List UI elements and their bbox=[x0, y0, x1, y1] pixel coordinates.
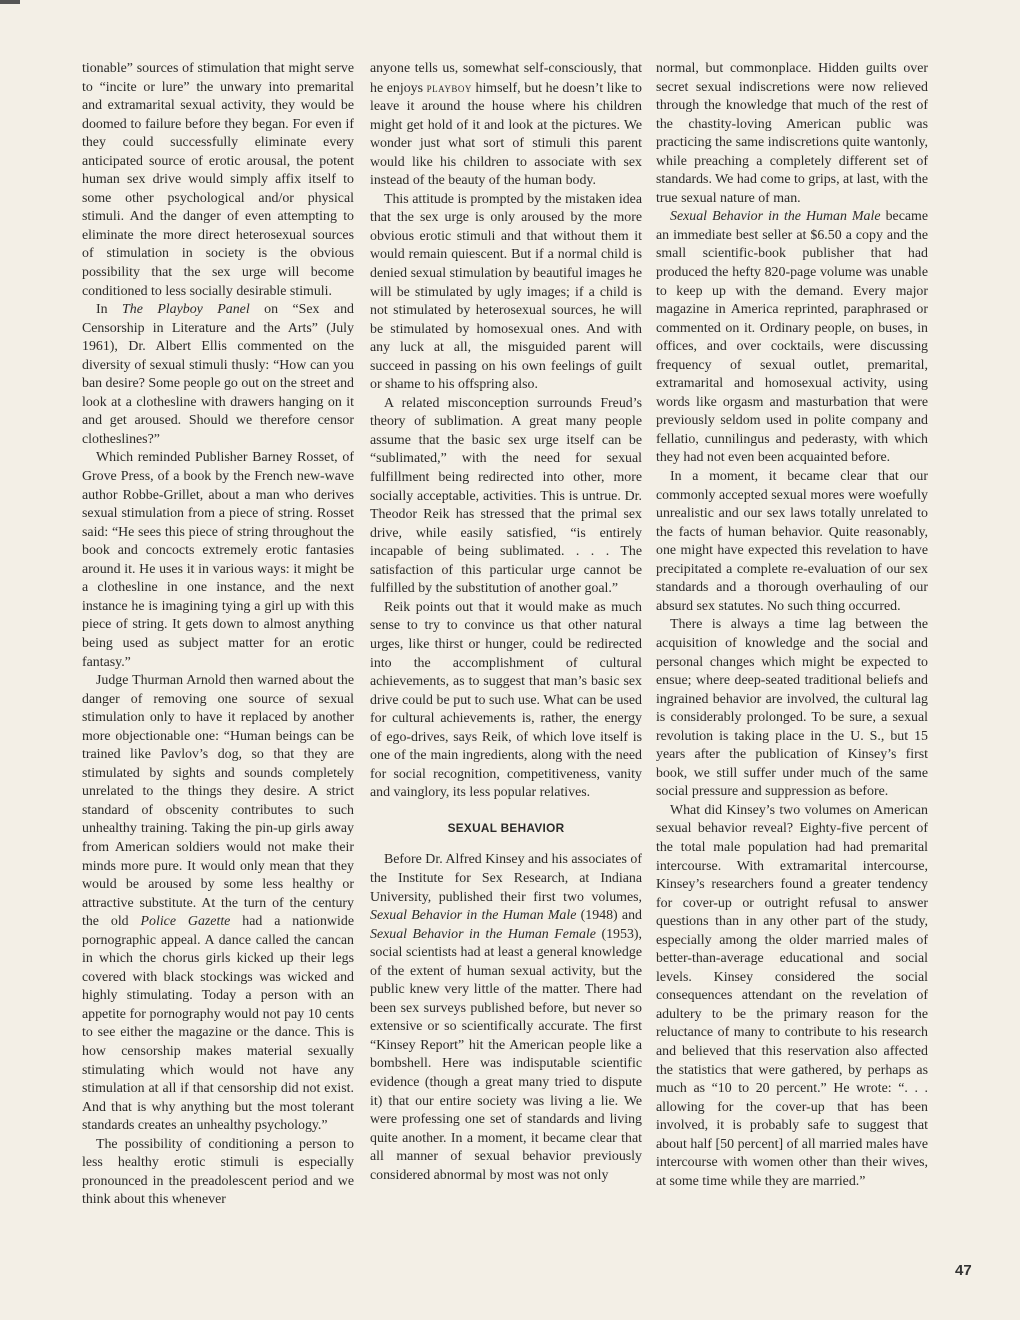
text-segment: (1948) and bbox=[576, 908, 642, 924]
section-heading: SEXUAL BEHAVIOR bbox=[447, 820, 565, 835]
text-segment: on “Sex and Censorship in Literature and the Arts” (July 1961), Dr. Albert Ellis commented on the diversity of sexual stimuli thusly: “How can you ban desire? Some people go out on the street and look at a clothesline with drawers hanging on it and get aroused. Should we therefore censor clotheslines?” bbox=[82, 302, 354, 447]
paragraph bbox=[82, 1136, 354, 1210]
text-segment: himself, but he doesn’t like to leave it around the house where his children might get hold of it and look at the pictures. We wonder just what sort of stimuli this parent would like his children to associate with sex instead of the beauty of the human body. bbox=[370, 80, 642, 189]
text-segment: The possibility of conditioning a person to less healthy erotic stimuli is especially pronounced in the preadolescent period and we think about this whenever bbox=[82, 1136, 354, 1208]
text-segment: anyone tells us, somewhat self-consciously, that he enjoys bbox=[370, 61, 642, 96]
text-segment: normal, but commonplace. Hidden guilts over secret sexual indiscretions were now relieved through the knowledge that much of the rest of the chastity-loving American public was practicing the same indiscretions quite wantonly, while preaching a completely different set of standards. We had come to grips, at last, with the true sexual nature of man. bbox=[656, 61, 928, 206]
paragraph bbox=[82, 449, 354, 672]
page-number: 47 bbox=[955, 1262, 972, 1279]
column-1 bbox=[82, 60, 354, 1210]
text-segment: Before Dr. Alfred Kinsey and his associates of the Institute for Sex Research, at Indiana University, published their first two volumes, bbox=[370, 852, 642, 905]
italic-text: Sexual Behavior in the Human Male bbox=[370, 908, 577, 924]
paragraph bbox=[656, 616, 928, 801]
italic-text: Police Gazette bbox=[140, 914, 231, 930]
paragraph bbox=[370, 395, 642, 599]
italic-text: The Playboy Panel bbox=[122, 302, 250, 318]
text-segment: Reik points out that it would make as much sense to try to convince us that other natural urges, like thirst or hunger, could be redirected into the accomplishment of cultural achievements, as to suggest that man’s basic sex drive could be put to such use. What can be used for cultural achievements is, rather, the energy of ego-drives, says Reik, of which love itself is one of the main ingredients, along with the need for social recognition, competitiveness, vanity and vainglory, its less popular relatives. bbox=[370, 599, 642, 801]
paragraph bbox=[370, 191, 642, 395]
paragraph bbox=[82, 301, 354, 449]
text-segment: became an immediate best seller at $6.50 a copy and the small scientific-book publisher that had produced the hefty 820-page volume was unable to keep up with the demand. Every major magazine in America reprinted, paraphrased or commented on it. Ordinary people, on buses, in offices, and over cocktails, were discussing frequency of sexual outlet, premarital, extramarital and homosexual activity, using words like orgasm and masturbation that were previously seldom used in polite company and fellatio, cunnilingus and pederasty, with which they had not even been acquainted before. bbox=[656, 209, 928, 466]
paragraph bbox=[656, 208, 928, 468]
corner-mark bbox=[0, 0, 20, 4]
paragraph bbox=[370, 60, 642, 191]
small-caps-text: playboy bbox=[426, 80, 472, 95]
paragraph bbox=[370, 599, 642, 803]
text-segment: Judge Thurman Arnold then warned about the danger of removing one source of sexual stimulation only to have it replaced by another more objectionable one: “Human beings can be trained like Pavlov’s dog, so that they are stimulated by sights and sounds completely unrelated to the things they desire. A strict standard of obscenity contributes to such unhealthy training. Taking the pin-up girls away from American soldiers would not make their minds more pure. It would only mean that they would be aroused by some less healthy or attractive substitute. At the turn of the century the old bbox=[82, 673, 354, 930]
text-segment: (1953), social scientists had at least a general knowledge of the extent of human sexual activity, but the public knew very little of the matter. There had been sex surveys published before, but never so extensive or so scientifically accurate. The first “Kinsey Report” hit the American people like a bombshell. Here was indisputable scientific evidence (though a great many tried to dispute it) that our entire society was living a lie. We were professing one set of standards and living quite another. In a moment, it became clear that all manner of sexual behavior previously considered abnormal by most was not only bbox=[370, 926, 642, 1183]
text-segment: In bbox=[96, 302, 123, 318]
text-segment: There is always a time lag between the acquisition of knowledge and the social and personal changes which might be expected to ensue; where deep-seated traditional beliefs and ingrained behavior are involved, the cultural lag is considerably prolonged. To be sure, a sexual revolution is taking place in the U. S., but 15 years after the publication of Kinsey’s first book, we still suffer under much of the same social pressure and suppression as before. bbox=[656, 617, 928, 800]
text-segment: tionable” sources of stimulation that might serve to “incite or lure” the unwary into premarital and extramarital sexual activity, they would be doomed to failure before they began. For even if they could successfully eliminate every anticipated source of erotic arousal, the potent human sex drive would simply affix itself to some other psychological and/or physical stimuli. And the danger of even attempting to eliminate the more direct heterosexual sources of stimulation in society is the obvious possibility that the sex urge will become conditioned to less socially desirable stimuli. bbox=[82, 61, 354, 299]
paragraph bbox=[82, 672, 354, 1136]
paragraph bbox=[82, 60, 354, 301]
text-segment: What did Kinsey’s two volumes on American sexual behavior reveal? Eighty-five percent of the total male population had had premarital intercourse. With extramarital intercourse, Kinsey’s researchers found a greater tendency for cover-up or outright refusal to answer questions than in any other part of the study, especially among the older married males of better-than-average educational and social levels. Kinsey considered the social consequences attendant on the revelation of adultery to be the primary reason for the reluctance of many to contribute to his research and believed that this reservation also affected the statistics that were gathered, by perhaps as much as “10 to 20 percent.” He wrote: “. . . allowing for the cover-up that has been involved, it is probably safe to suggest that about half [50 percent] of all married males have intercourse with women other than their wives, at some time while they are married.” bbox=[656, 802, 928, 1189]
text-segment: Which reminded Publisher Barney Rosset, of Grove Press, of a book by the French new-wave author Robbe-Grillet, about a man who derives sexual stimulation from a piece of string. Rosset said: “He sees this piece of string throughout the book and concocts extremely erotic fantasies around it. He uses it in various ways: it might be a clothesline in one instance, and the next instance he is imagining tying a girl up with this piece of string. It gets down to almost anything being used as subject matter for an erotic fantasy.” bbox=[82, 450, 354, 670]
text-segment: In a moment, it became clear that our commonly accepted sexual mores were woefully unrealistic and our sex laws totally unrelated to the facts of human behavior. Quite reasonably, one might have expected this revelation to have precipitated a complete re-evaluation of our sex standards and a thorough overhauling of our absurd sex statutes. No such thing occurred. bbox=[656, 469, 928, 614]
paragraph bbox=[656, 802, 928, 1191]
italic-text: Sexual Behavior in the Human Male bbox=[670, 209, 881, 225]
text-segment: had a nationwide pornographic appeal. A dance called the cancan in which the chorus girls kicked up their legs covered with black stockings was wicked and highly stimulating. Today a person with an appetite for pornography would not pay 10 cents to see either the magazine or the dance. This is how censorship makes material sexually stimulating which would not have any stimulation at all if that censorship did not exist. And that is why anything but the most tolerant standards creates an unhealthy psychology.” bbox=[82, 914, 354, 1134]
paragraph bbox=[370, 851, 642, 1185]
column-2 bbox=[370, 60, 642, 1185]
column-3 bbox=[656, 60, 928, 1191]
paragraph bbox=[656, 468, 928, 616]
paragraph bbox=[656, 60, 928, 208]
italic-text: Sexual Behavior in the Human Female bbox=[370, 926, 596, 942]
text-segment: This attitude is prompted by the mistaken idea that the sex urge is only aroused by the more obvious erotic stimuli and that without them it would remain quiescent. But if a normal child is denied sexual stimulation by beautiful images he will be stimulated by ugly images; if a child is not stimulated by heterosexual sources, he will be stimulated by homosexual ones. And with any luck at all, the misguided parent will succeed in passing on his own feelings of guilt or shame to his offspring also. bbox=[370, 191, 642, 393]
text-segment: A related misconception surrounds Freud’s theory of sublimation. A great many people assume that the basic sex urge itself can be “sublimated,” with the need for sexual fulfillment being redirected into other, more socially acceptable, activities. This is untrue. Dr. Theodor Reik has stressed that the primal sex drive, while easily satisfied, “is entirely incapable of being sublimated. . . . The satisfaction of this particular urge cannot be fulfilled by the substitution of another goal.” bbox=[370, 395, 642, 597]
